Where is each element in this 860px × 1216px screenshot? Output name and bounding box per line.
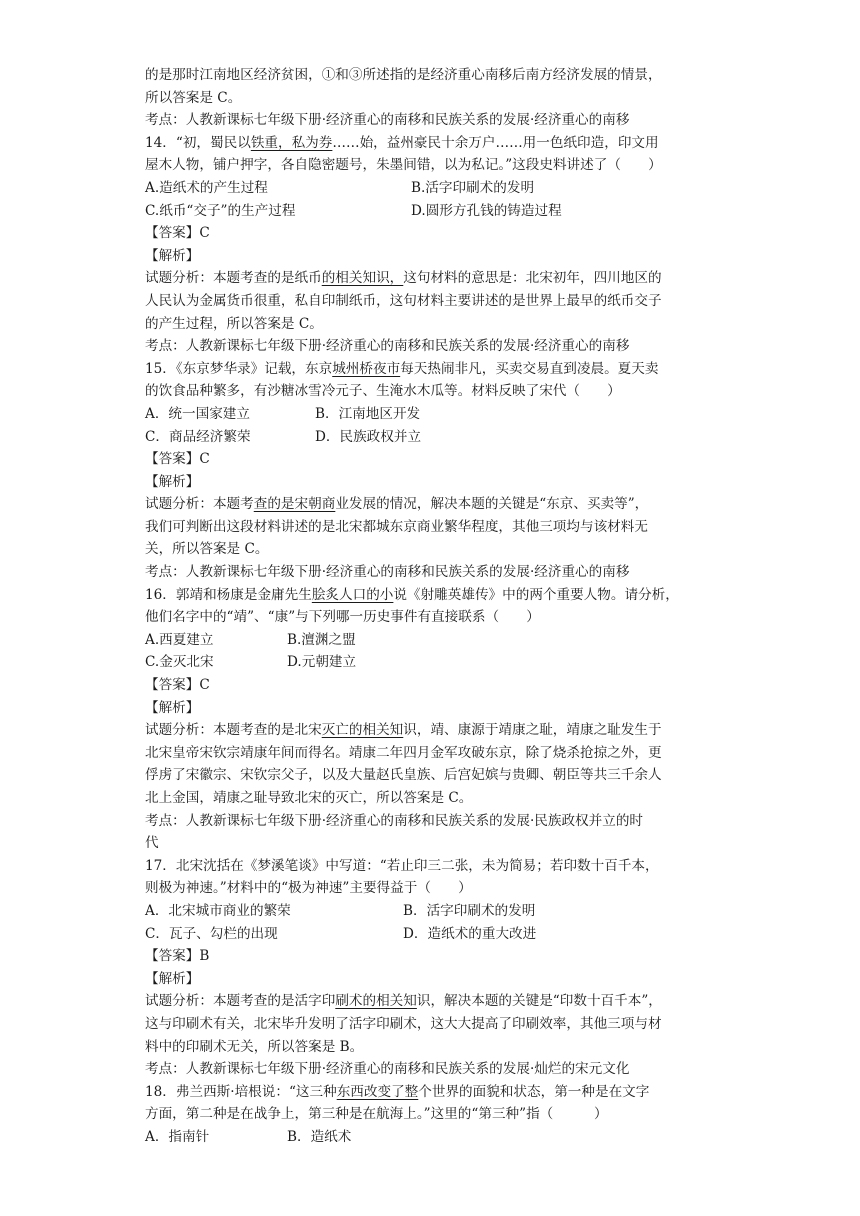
text-run: 识，解决本题的关键是“印数十百千本”， (416, 993, 662, 1010)
text-line: 【解析】 (145, 970, 200, 987)
text-run: 说《射雕英雄传》中的两个重要人物。请分析， (393, 586, 679, 603)
answer-option: B．江南地区开发 (315, 405, 421, 422)
text-line: 则极为神速。”材料中的“极为神速”主要得益于（ ） (145, 880, 472, 897)
document-page (145, 64, 725, 1149)
text-line (145, 584, 725, 607)
underlined-text: 刷术的相关知 (335, 993, 417, 1010)
answer-option: A.造纸术的产生过程 (145, 179, 268, 196)
text-line (145, 1081, 725, 1104)
underlined-text: 的相关知识， (321, 270, 404, 287)
answer-option: C.金灭北宋 (145, 654, 214, 671)
underlined-text: 查的是宋朝商 (253, 496, 336, 513)
underlined-text: 城州桥夜市 (332, 360, 401, 377)
text-line: 人民认为金属货币很重，私自印制纸币，这句材料主要讲述的是世界上最早的纸币交子 (145, 292, 662, 309)
text-run: 18．弗兰西斯·培根说：“这三种 (145, 1083, 337, 1100)
text-line (145, 990, 725, 1013)
text-line: 【答案】C (145, 677, 210, 694)
text-run: 试题分析：本题考 (145, 496, 254, 513)
text-run: 试题分析：本题考查的是北宋 (145, 722, 322, 739)
answer-option: B.活字印刷术的发明 (411, 179, 535, 196)
text-line: 17．北宋沈括在《梦溪笔谈》中写道：“若止印三二张，未为简易；若印数十百千本， (145, 857, 659, 874)
answer-option: C．商品经济繁荣 (145, 428, 251, 445)
answer-option: D.圆形方孔钱的铸造过程 (411, 202, 562, 219)
answer-option: A．指南针 (145, 1128, 210, 1145)
text-line: 考点：人教新课标七年级下册·经济重心的南移和民族关系的发展·经济重心的南移 (145, 112, 630, 129)
text-line: 方面，第二种是在战争上，第三种是在航海上。”这里的“第三种”指（ ） (145, 1106, 608, 1123)
answer-option: A.西夏建立 (145, 631, 214, 648)
text-line: 屋木人物，铺户押字，各自隐密题号，朱墨间错，以为私记。”这段史料讲述了（ ） (145, 157, 662, 174)
text-line: 【答案】C (145, 451, 210, 468)
text-line (145, 493, 725, 516)
text-line: 北宋皇帝宋钦宗靖康年间而得名。靖康二年四月金军攻破东京，除了烧杀抢掠之外，更 (145, 744, 662, 761)
underlined-text: 灭亡的相关知 (321, 722, 404, 739)
text-run: 业发展的情况，解决本题的关键是“东京、买卖等”， (335, 496, 649, 513)
answer-option: C．瓦子、勾栏的出现 (145, 925, 278, 942)
answer-option: A．北宋城市商业的繁荣 (145, 902, 291, 919)
text-run: 14．“初，蜀民以 (145, 134, 251, 151)
text-line: 所以答案是 C。 (145, 89, 242, 106)
text-line: 我们可判断出这段材料讲述的是北宋都城东京商业繁华程度，其他三项均与该材料无 (145, 518, 648, 535)
text-line (145, 267, 725, 290)
text-line: 考点：人教新课标七年级下册·经济重心的南移和民族关系的发展·经济重心的南移 (145, 564, 630, 581)
text-run: 15．《东京梦华录》记载，东京 (145, 360, 333, 377)
option-row (145, 651, 725, 674)
text-line: 俘虏了宋徽宗、宋钦宗父子，以及大量赵氏皇族、后宫妃嫔与贵卿、朝臣等共三千余人 (145, 767, 662, 784)
option-row (145, 177, 725, 200)
text-line: 北上金国，靖康之耻导致北宋的灭亡，所以答案是 C。 (145, 790, 473, 806)
text-line (145, 132, 725, 155)
text-line: 【解析】 (145, 247, 200, 264)
text-line: 考点：人教新课标七年级下册·经济重心的南移和民族关系的发展·经济重心的南移 (145, 338, 630, 355)
text-line (145, 719, 725, 742)
answer-option: D．民族政权并立 (315, 428, 422, 445)
answer-option: B．活字印刷术的发明 (403, 902, 536, 919)
text-line: 关，所以答案是 C。 (145, 541, 269, 558)
text-line: 【答案】C (145, 225, 210, 242)
text-run: 试题分析：本题考查的是纸币 (145, 270, 322, 287)
underlined-text: 东西改变了整 (336, 1083, 419, 1100)
underlined-text: 脍炙人口的小 (311, 586, 394, 603)
text-run: 个世界的面貌和状态，第一种是在文字 (418, 1083, 650, 1100)
text-line: 【解析】 (145, 699, 200, 716)
text-line: 他们名字中的“靖”、“康”与下列哪一历史事件有直接联系（ ） (145, 609, 540, 626)
option-row (145, 629, 725, 652)
option-row (145, 426, 725, 449)
text-line: 【解析】 (145, 473, 200, 490)
text-line: 的是那时江南地区经济贫困，①和③所述指的是经济重心南移后南方经济发展的情景， (145, 67, 662, 83)
text-run: 试题分析：本题考查的是活字印 (145, 993, 336, 1010)
text-line: 考点：人教新课标七年级下册·经济重心的南移和民族关系的发展·灿烂的宋元文化 (145, 1061, 630, 1078)
text-run: 每天热闹非凡，买卖交易直到凌晨。夏天卖 (400, 360, 659, 377)
text-line: 代 (145, 835, 159, 852)
answer-option: D.元朝建立 (287, 654, 357, 671)
answer-option: A．统一国家建立 (145, 405, 250, 422)
text-run: 识，靖、康源于靖康之耻，靖康之耻发生于 (403, 722, 662, 739)
answer-option: B.澶渊之盟 (287, 631, 356, 648)
text-line: 【答案】B (145, 948, 210, 965)
option-row (145, 200, 725, 223)
answer-option: C.纸币“交子”的生产过程 (145, 202, 296, 219)
underlined-text: 铁重，私为券 (250, 134, 333, 151)
option-row (145, 923, 725, 946)
text-line: 考点：人教新课标七年级下册·经济重心的南移和民族关系的发展·民族政权并立的时 (145, 812, 644, 829)
option-row (145, 1126, 725, 1149)
text-run: 16．郭靖和杨康是金庸先生 (145, 586, 312, 603)
text-line: 料中的印刷术无关，所以答案是 B。 (145, 1038, 364, 1055)
text-line: 的产生过程，所以答案是 C。 (145, 315, 323, 332)
text-line: 的饮食品种繁多，有沙糖冰雪冷元子、生淹水木瓜等。材料反映了宋代（ ） (145, 383, 621, 400)
answer-option: D．造纸术的重大改进 (403, 925, 537, 942)
option-row (145, 900, 725, 923)
text-run: 这句材料的意思是：北宋初年，四川地区的 (403, 270, 662, 287)
text-line (145, 358, 725, 381)
option-row (145, 403, 725, 426)
text-line: 这与印刷术有关，北宋毕升发明了活字印刷术，这大大提高了印刷效率，其他三项与材 (145, 1015, 662, 1032)
answer-option: B．造纸术 (287, 1128, 352, 1145)
text-run: ……始，益州豪民十余万户……用一色纸印造，印文用 (332, 134, 659, 151)
